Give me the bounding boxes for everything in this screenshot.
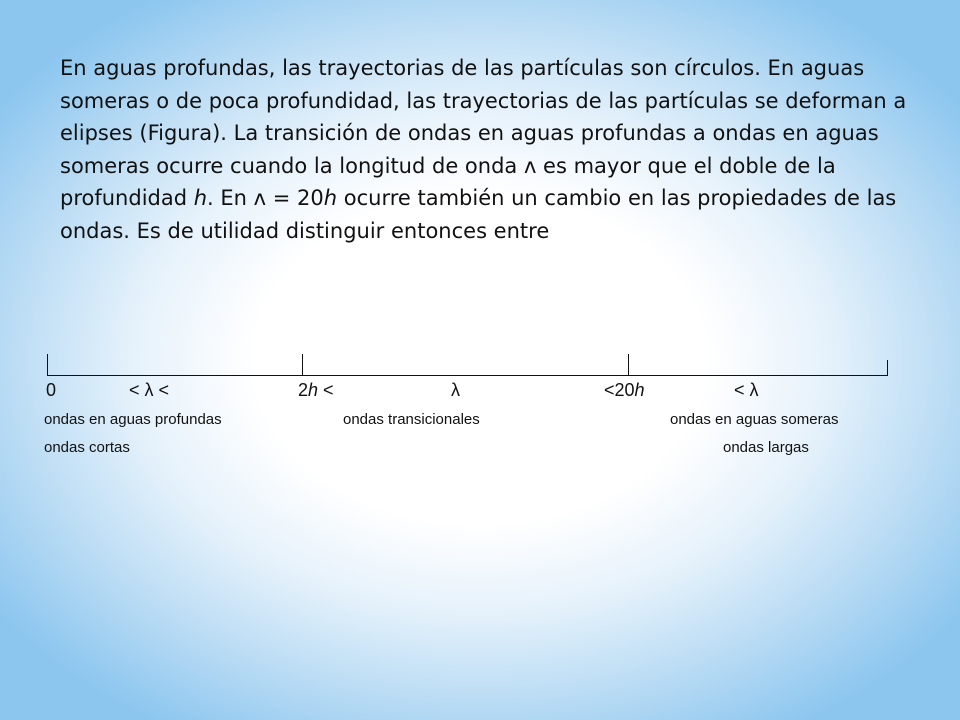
body-paragraph <box>60 52 930 247</box>
scale-lt: < <box>318 380 334 400</box>
scale-lt20: <20 <box>604 380 635 400</box>
scale-label-2h <box>298 380 334 401</box>
tick-end <box>887 360 888 376</box>
variable-h: h <box>323 186 338 210</box>
region-deep-label: ondas en aguas profundas <box>44 411 222 428</box>
scale-label-lt-lambda: < λ <box>734 380 759 400</box>
tick-zero <box>47 354 48 376</box>
scale-label-zero: 0 <box>46 380 57 400</box>
variable-h: h <box>308 380 319 400</box>
region-short-label: ondas cortas <box>44 439 130 456</box>
scale-label-lambda: λ <box>451 380 460 400</box>
variable-h: h <box>634 380 645 400</box>
scale-label-20h <box>604 380 645 401</box>
variable-h: h <box>193 186 208 210</box>
paragraph-text-1: En aguas profundas, las trayectorias de las partículas son círculos. En aguas someras o de poca profundidad, las trayectorias de las partículas se deforman a elipses (Figura). La transición de ondas en aguas profundas a ondas en aguas someras ocurre cuando la longitud de onda ʌ es mayor que el doble de la profundidad <box>60 56 907 210</box>
depth-scale-line <box>44 351 892 376</box>
scale-label-lt-lambda-lt: < λ < <box>129 380 170 400</box>
paragraph-text-2: . En ʌ = 20 <box>207 186 324 210</box>
scale-two: 2 <box>298 380 309 400</box>
region-transitional-label: ondas transicionales <box>343 411 480 428</box>
region-long-label: ondas largas <box>723 439 809 456</box>
tick-2h <box>302 354 303 376</box>
tick-20h <box>628 354 629 376</box>
region-shallow-label: ondas en aguas someras <box>670 411 839 428</box>
scale-rule <box>48 375 888 376</box>
paragraph-text-3: ocurre también un cambio en las propiedades de las ondas. Es de utilidad distinguir entonces entre <box>60 186 897 243</box>
